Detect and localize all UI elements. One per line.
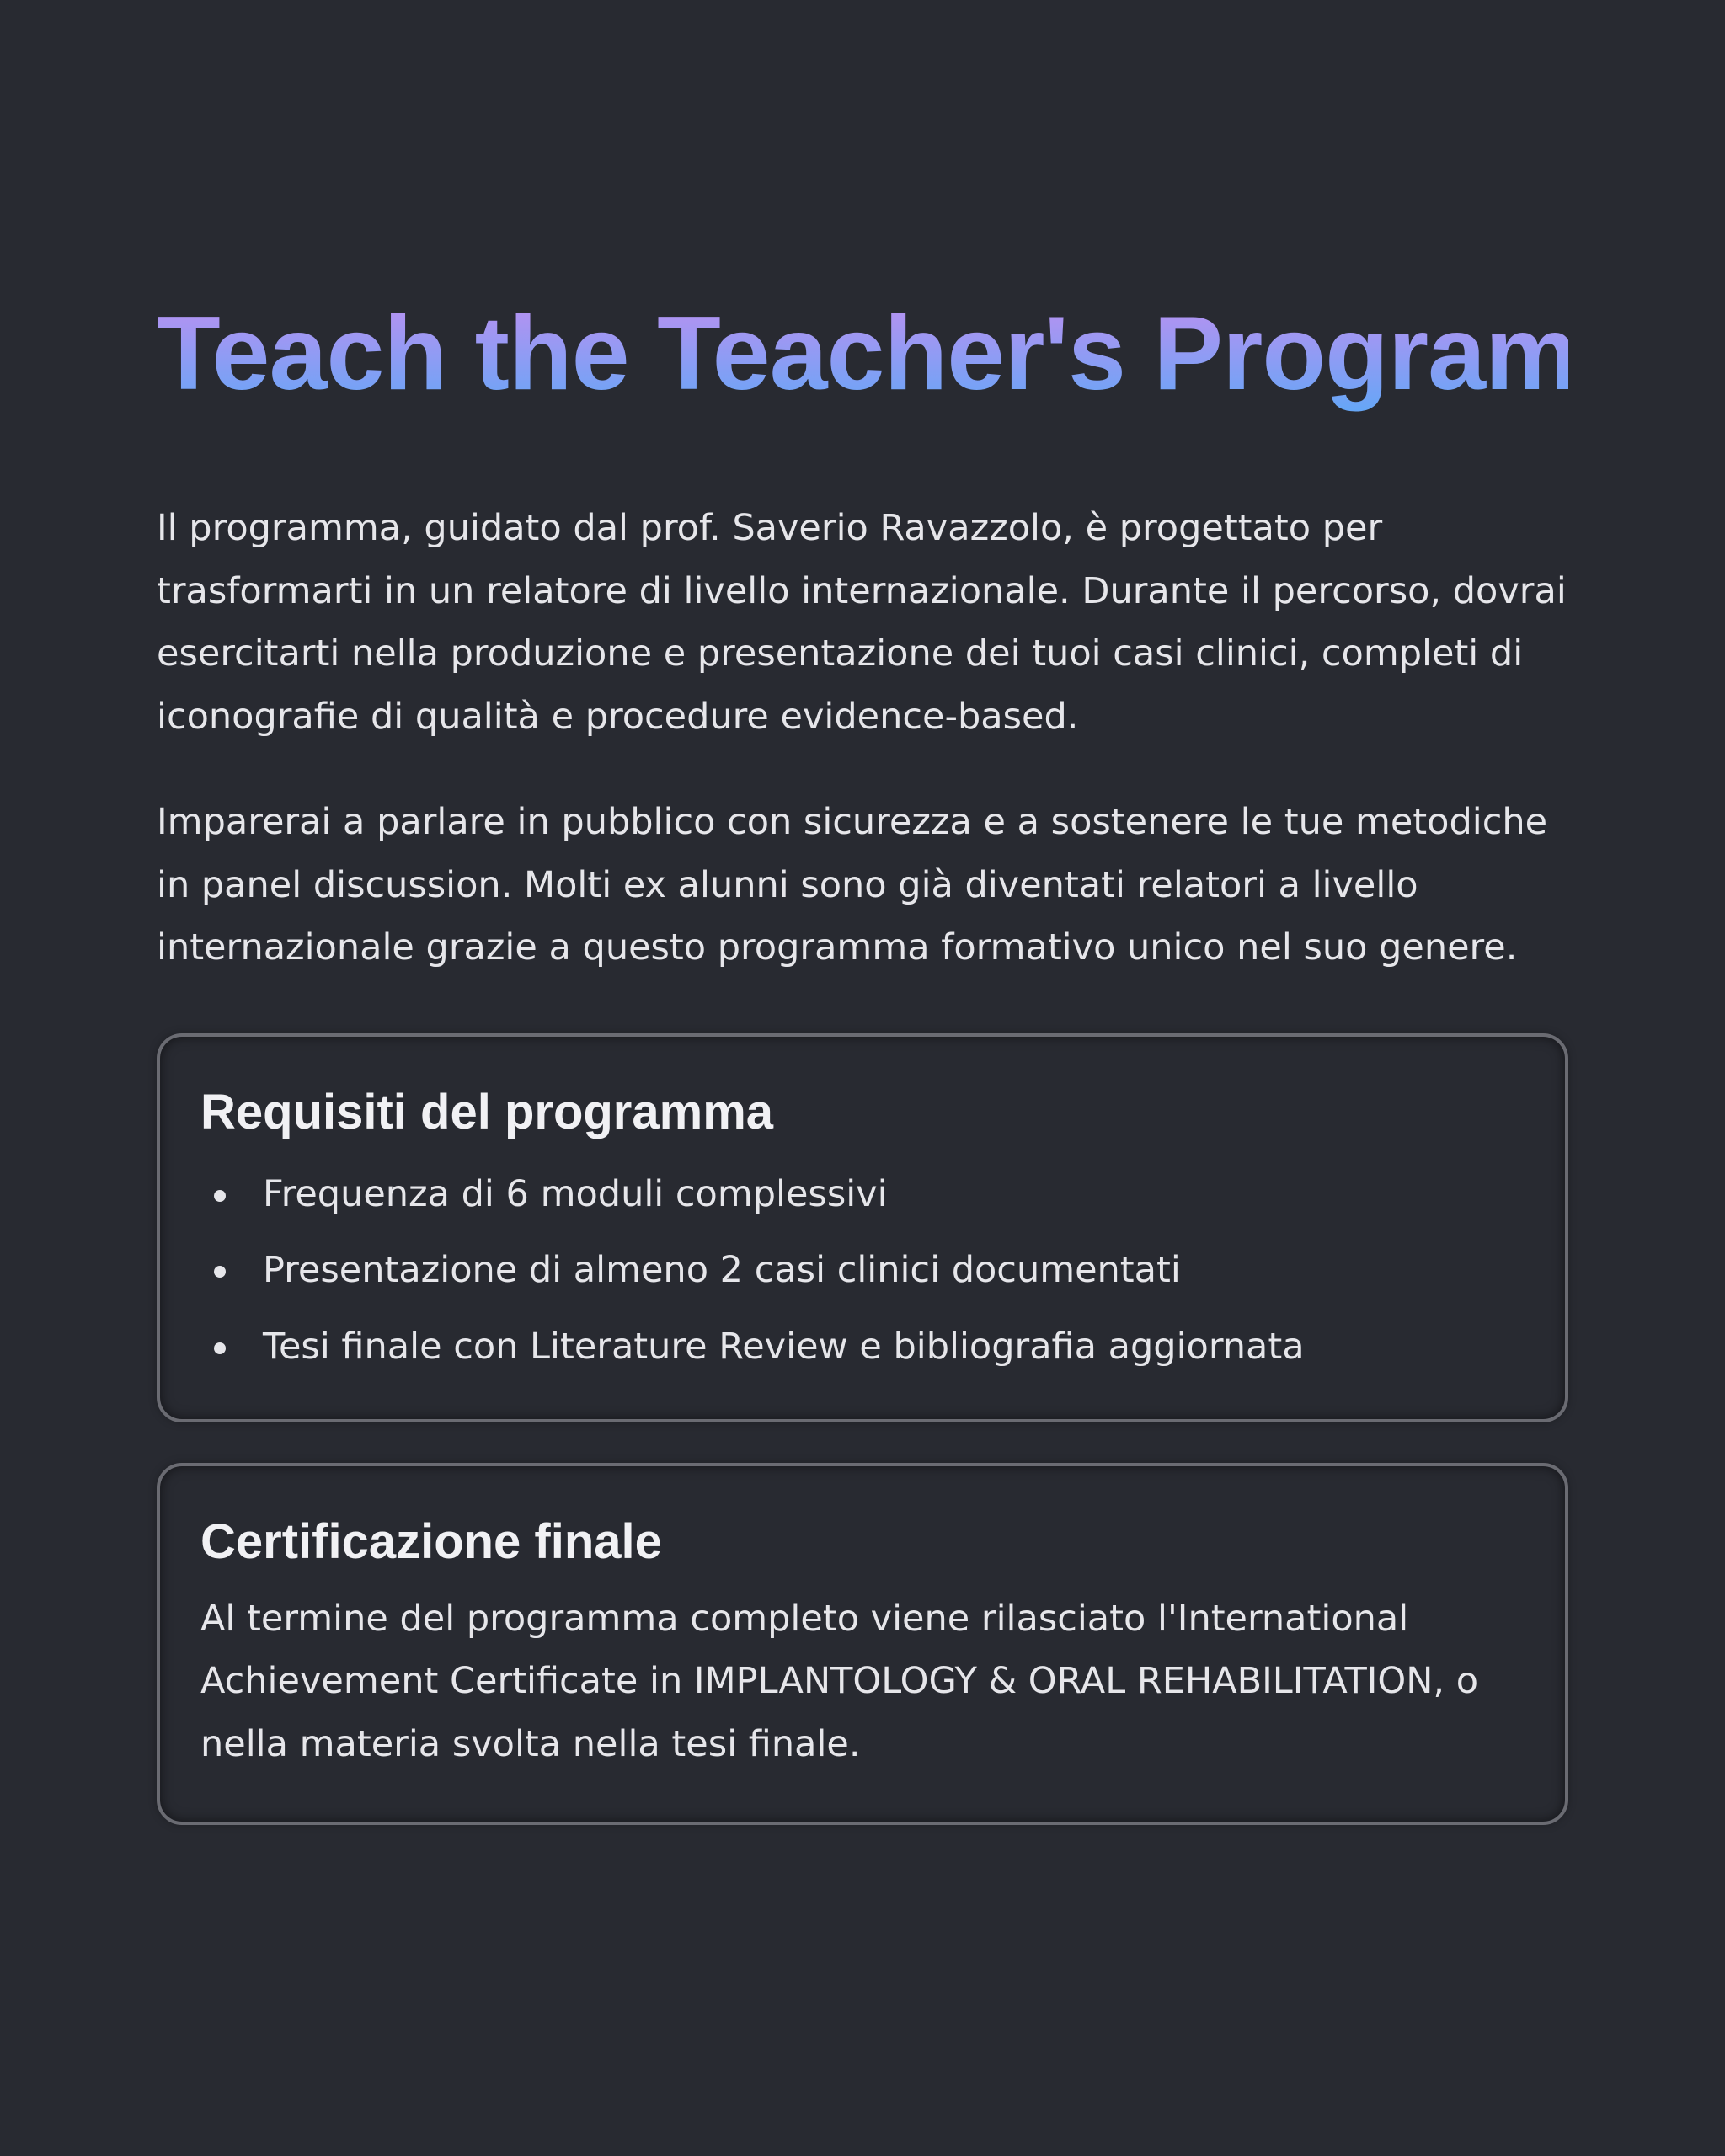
requirement-item [200,1232,1525,1309]
intro-paragraph-1: Il programma, guidato dal prof. Saverio Ravazzolo, è progettato per trasformarti in un relatore di livello internazionale. Durante il percorso, dovrai esercitarti nella produzione e presentazione dei tuoi casi clinici, completi di iconografie di qualità e procedure evidence-based. [157,507,1567,738]
requirement-item [200,1156,1525,1233]
requirement-item-label: Tesi finale con Literature Review e bibliografia aggiornata [263,1325,1305,1368]
requirements-title: Requisiti del programma [200,1084,774,1139]
requirement-item [200,1309,1525,1385]
requirements-list [200,1156,1525,1385]
bullet-icon [214,1190,226,1202]
requirement-item-label: Frequenza di 6 moduli complessivi [263,1172,888,1215]
requirement-item-label: Presentazione di almeno 2 casi clinici documentati [263,1249,1181,1291]
page-title: Teach the Teacher's Program [157,286,1568,421]
certification-text: Al termine del programma completo viene rilasciato l'International Achievement Certificate in IMPLANTOLOGY & ORAL REHABILITATION, o nella materia svolta nella tesi finale. [200,1597,1479,1765]
intro-paragraph-2: Imparerai a parlare in pubblico con sicurezza e a sostenere le tue metodiche in panel discussion. Molti ex alunni sono già diventati relatori a livello internazionale grazie a questo programma formativo unico nel suo genere. [157,801,1548,969]
bullet-icon [214,1342,226,1354]
bullet-icon [214,1266,226,1278]
main-content [157,286,1578,1825]
certification-card [157,1463,1568,1825]
requirements-card [157,1033,1568,1422]
certification-title: Certificazione finale [200,1513,662,1569]
